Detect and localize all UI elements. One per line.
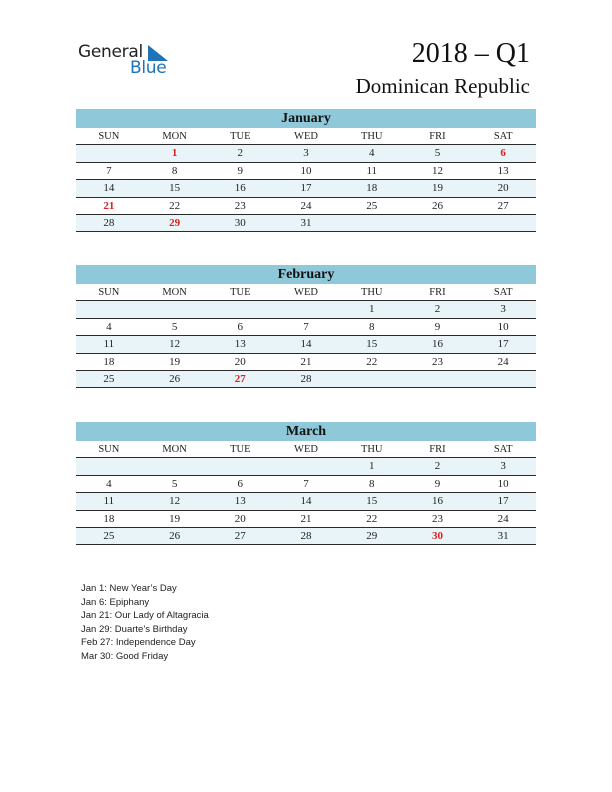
day-cell: 3 xyxy=(500,460,506,473)
day-cell: 2 xyxy=(237,147,244,160)
day-cell: 9 xyxy=(434,320,441,333)
weekday-label: FRI xyxy=(429,444,446,455)
day-cell: 10 xyxy=(497,477,509,490)
day-cell: 7 xyxy=(303,320,309,333)
month-calendar-february xyxy=(76,265,536,388)
day-cell: 2 xyxy=(434,460,441,473)
day-cell xyxy=(142,458,208,474)
day-cell: 11 xyxy=(366,164,378,177)
day-cell: 13 xyxy=(234,495,246,508)
day-cell: 18 xyxy=(103,355,115,368)
weekday-label: TUE xyxy=(230,444,251,455)
day-cell xyxy=(339,371,405,387)
day-cell: 26 xyxy=(169,529,181,542)
holiday-item: Jan 1: New Year’s Day xyxy=(81,583,177,594)
weekday-label: FRI xyxy=(429,131,446,142)
day-cell: 25 xyxy=(103,372,115,385)
week-row xyxy=(76,476,536,493)
day-cell: 11 xyxy=(103,495,115,508)
week-row xyxy=(76,301,536,318)
day-cell: 29 xyxy=(366,529,378,542)
day-cell: 1 xyxy=(368,460,375,473)
day-cell: 17 xyxy=(300,182,312,195)
day-cell: 21 xyxy=(300,512,312,525)
week-row xyxy=(76,511,536,528)
day-cell: 26 xyxy=(431,199,443,212)
day-cell: 28 xyxy=(300,372,312,385)
day-cell: 16 xyxy=(234,182,246,195)
day-cell: 19 xyxy=(431,182,443,195)
day-cell: 10 xyxy=(497,320,509,333)
day-cell xyxy=(405,371,471,387)
day-cell: 17 xyxy=(497,338,509,351)
holiday-list xyxy=(81,582,209,664)
day-cell: 7 xyxy=(106,164,112,177)
day-cell: 20 xyxy=(234,512,246,525)
day-cell: 17 xyxy=(497,495,509,508)
month-calendar-march xyxy=(76,422,536,545)
weekday-label: SUN xyxy=(98,444,120,455)
day-cell: 18 xyxy=(103,512,115,525)
day-cell xyxy=(76,458,142,474)
day-cell: 14 xyxy=(300,338,312,351)
month-header: March xyxy=(76,422,536,441)
day-cell: 12 xyxy=(169,338,181,351)
day-cell: 27 xyxy=(234,529,246,542)
week-row xyxy=(76,371,536,388)
day-cell: 31 xyxy=(300,216,312,229)
holiday-item: Jan 21: Our Lady of Altagracia xyxy=(81,610,209,622)
day-cell: 15 xyxy=(366,338,378,351)
holiday-day-cell: 27 xyxy=(234,372,246,385)
weekday-label: TUE xyxy=(230,131,251,142)
day-cell: 4 xyxy=(368,147,375,160)
page-title: 2018 – Q1 xyxy=(411,38,530,69)
weekday-label: THU xyxy=(360,444,383,455)
weekday-label: SAT xyxy=(493,287,513,298)
day-cell: 1 xyxy=(368,303,375,316)
day-cell: 24 xyxy=(300,199,312,212)
holiday-day-cell: 21 xyxy=(103,199,115,212)
week-row xyxy=(76,215,536,232)
day-cell: 20 xyxy=(497,182,509,195)
holiday-day-cell: 1 xyxy=(171,147,178,160)
day-cell: 20 xyxy=(234,355,246,368)
weekday-label: WED xyxy=(294,287,318,298)
day-cell: 21 xyxy=(300,355,312,368)
month-header: February xyxy=(76,265,536,284)
weekday-header-row xyxy=(76,441,536,458)
day-cell: 13 xyxy=(497,164,509,177)
holiday-item: Mar 30: Good Friday xyxy=(81,650,169,662)
weekday-label: MON xyxy=(162,131,187,142)
day-cell: 8 xyxy=(368,320,375,333)
week-row xyxy=(76,458,536,475)
day-cell: 13 xyxy=(234,338,246,351)
day-cell: 22 xyxy=(169,199,181,212)
day-cell xyxy=(76,301,142,317)
day-cell xyxy=(207,301,273,317)
day-cell xyxy=(207,458,273,474)
weekday-label: WED xyxy=(294,131,318,142)
day-cell: 5 xyxy=(171,477,178,490)
logo-text-general: General xyxy=(78,42,143,62)
weekday-label: MON xyxy=(162,287,187,298)
logo-text-blue: Blue xyxy=(130,58,167,78)
day-cell: 18 xyxy=(366,182,378,195)
month-header: January xyxy=(76,109,536,128)
day-cell: 2 xyxy=(434,303,441,316)
weekday-header-row xyxy=(76,128,536,145)
day-cell: 12 xyxy=(431,164,443,177)
day-cell: 23 xyxy=(431,355,443,368)
day-cell xyxy=(405,215,471,231)
day-cell: 16 xyxy=(431,338,443,351)
day-cell: 14 xyxy=(103,182,115,195)
day-cell: 11 xyxy=(103,338,115,351)
weekday-label: SUN xyxy=(98,131,120,142)
day-cell xyxy=(273,458,339,474)
day-cell: 5 xyxy=(171,320,178,333)
holiday-item: Feb 27: Independence Day xyxy=(81,637,196,649)
weekday-label: THU xyxy=(360,131,383,142)
week-row xyxy=(76,198,536,215)
week-row xyxy=(76,336,536,353)
day-cell: 28 xyxy=(103,216,115,229)
day-cell: 3 xyxy=(500,303,506,316)
day-cell xyxy=(76,145,142,161)
day-cell: 25 xyxy=(103,529,115,542)
day-cell: 14 xyxy=(300,495,312,508)
holiday-day-cell: 6 xyxy=(500,147,506,160)
day-cell xyxy=(470,215,536,231)
day-cell: 4 xyxy=(106,477,112,490)
weekday-header-row xyxy=(76,284,536,301)
day-cell: 23 xyxy=(234,199,246,212)
day-cell: 19 xyxy=(169,355,181,368)
day-cell: 15 xyxy=(366,495,378,508)
day-cell: 26 xyxy=(169,372,181,385)
day-cell: 8 xyxy=(171,164,178,177)
month-calendar-january xyxy=(76,109,536,232)
week-row xyxy=(76,319,536,336)
day-cell: 12 xyxy=(169,495,181,508)
brand-logo xyxy=(78,42,198,82)
day-cell: 28 xyxy=(300,529,312,542)
day-cell: 10 xyxy=(300,164,312,177)
day-cell: 27 xyxy=(497,199,509,212)
day-cell: 16 xyxy=(431,495,443,508)
weekday-label: MON xyxy=(162,444,187,455)
day-cell: 19 xyxy=(169,512,181,525)
day-cell: 31 xyxy=(497,529,509,542)
day-cell: 22 xyxy=(366,512,378,525)
day-cell: 6 xyxy=(237,320,244,333)
week-row xyxy=(76,145,536,162)
country-name: Dominican Republic xyxy=(355,74,530,98)
day-cell: 23 xyxy=(431,512,443,525)
day-cell: 30 xyxy=(234,216,246,229)
day-cell xyxy=(142,301,208,317)
weekday-label: SUN xyxy=(98,287,120,298)
holiday-day-cell: 29 xyxy=(169,216,181,229)
weekday-label: FRI xyxy=(429,287,446,298)
day-cell xyxy=(470,371,536,387)
weekday-label: WED xyxy=(294,444,318,455)
day-cell: 9 xyxy=(434,477,441,490)
week-row xyxy=(76,354,536,371)
day-cell: 7 xyxy=(303,477,309,490)
day-cell xyxy=(339,215,405,231)
day-cell: 9 xyxy=(237,164,244,177)
day-cell: 22 xyxy=(366,355,378,368)
week-row xyxy=(76,163,536,180)
day-cell: 25 xyxy=(366,199,378,212)
day-cell: 8 xyxy=(368,477,375,490)
weekday-label: THU xyxy=(360,287,383,298)
weekday-label: SAT xyxy=(493,444,513,455)
day-cell: 4 xyxy=(106,320,112,333)
day-cell: 15 xyxy=(169,182,181,195)
week-row xyxy=(76,493,536,510)
day-cell: 6 xyxy=(237,477,244,490)
day-cell: 24 xyxy=(497,355,509,368)
holiday-item: Jan 6: Epiphany xyxy=(81,596,150,608)
week-row xyxy=(76,528,536,545)
weekday-label: TUE xyxy=(230,287,251,298)
day-cell: 24 xyxy=(497,512,509,525)
week-row xyxy=(76,180,536,197)
day-cell: 5 xyxy=(434,147,441,160)
day-cell xyxy=(273,301,339,317)
weekday-label: SAT xyxy=(493,131,513,142)
holiday-item: Jan 29: Duarte’s Birthday xyxy=(81,623,188,635)
holiday-day-cell: 30 xyxy=(431,529,443,542)
day-cell: 3 xyxy=(303,147,309,160)
